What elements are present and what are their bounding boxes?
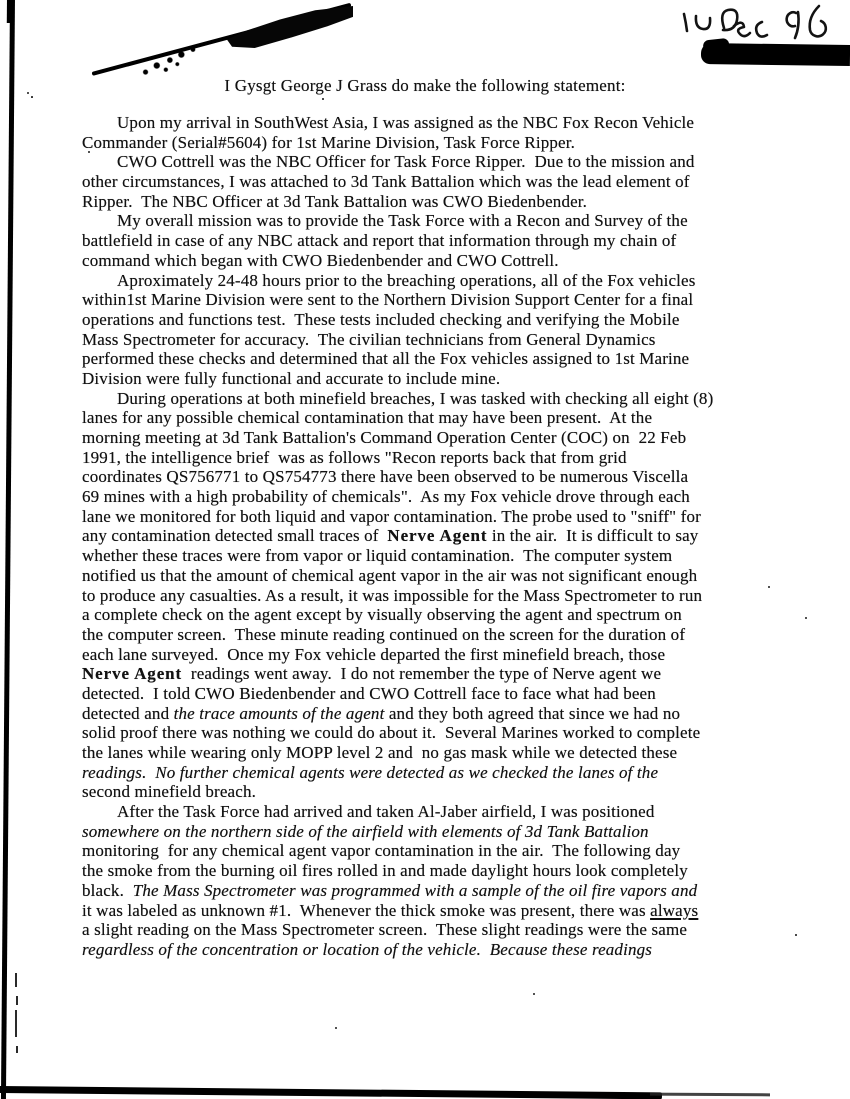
paragraph-arrival: [82, 113, 802, 152]
text-line: each lane surveyed. Once my Fox vehicle departed the first minefield breach, those: [82, 644, 666, 664]
text-line: Ripper. The NBC Officer at 3d Tank Battalion was CWO Biedenbender.: [82, 191, 588, 211]
handwriting-strokes: [672, 0, 837, 52]
speck: [31, 96, 33, 98]
scan-dash: [16, 996, 18, 1005]
text-line: somewhere on the northern side of the airfield with elements of 3d Tank Battalion: [82, 821, 649, 841]
text-line: solid proof there was nothing we could do about it. Several Marines worked to complete: [82, 723, 701, 743]
text-line: regardless of the concentration or location of the vehicle. Because these readings: [82, 939, 653, 959]
speck: [335, 1027, 337, 1029]
text-line: it was labeled as unknown #1. Whenever the thick smoke was present, there was always: [82, 900, 699, 920]
text-line: During operations at both minefield breaches, I was tasked with checking all eight (8): [117, 388, 714, 408]
paragraph-nbc-officer: [82, 152, 802, 211]
text-line: After the Task Force had arrived and taken Al-Jaber airfield, I was positioned: [117, 802, 655, 822]
ink-smudge-blob: [227, 6, 353, 48]
text-line: detected and the trace amounts of the agent and they both agreed that since we had no: [82, 703, 681, 723]
text-line: notified us that the amount of chemical agent vapor in the air was not significant enough: [82, 565, 698, 585]
statement-heading: I Gysgt George J Grass do make the following statement:: [224, 76, 626, 95]
scan-edge-bottom: [0, 1086, 662, 1099]
text-line: a slight reading on the Mass Spectrometer screen. These slight readings were the same: [82, 920, 688, 940]
text-line: to produce any casualties. As a result, it was impossible for the Mass Spectrometer to run: [82, 585, 703, 605]
text-line: coordinates QS756771 to QS754773 there have been observed to be numerous Viscella: [82, 467, 689, 487]
text-line: a complete check on the agent except by visually observing the agent and spectrum on: [82, 605, 682, 625]
text-line: Aproximately 24-48 hours prior to the breaching operations, all of the Fox vehicles: [117, 270, 696, 290]
text-line: lanes for any possible chemical contamination that may have been present. At the: [82, 408, 653, 428]
speck: [805, 617, 807, 619]
text-line: morning meeting at 3d Tank Battalion's Command Operation Center (COC) on 22 Feb: [82, 428, 687, 447]
scan-dash: [15, 1010, 17, 1037]
text-line: within1st Marine Division were sent to the Northern Division Support Center for a final: [82, 290, 694, 310]
text-line: performed these checks and determined that all the Fox vehicles assigned to 1st Marine: [82, 349, 690, 369]
text-line: 69 mines with a high probability of chemicals". As my Fox vehicle drove through each: [82, 487, 690, 507]
scan-edge-bottom-tail: [650, 1093, 770, 1096]
text-line: whether these traces were from vapor or liquid contamination. The computer system: [82, 546, 673, 566]
scan-dash: [16, 1046, 18, 1053]
text-line: Nerve Agent readings went away. I do not remember the type of Nerve agent we: [82, 664, 662, 684]
statement-body: [82, 113, 802, 960]
text-line: Upon my arrival in SouthWest Asia, I was assigned as the NBC Fox Recon Vehicle: [117, 113, 695, 132]
text-line: any contamination detected small traces of Nerve Agent in the air. It is difficult to say: [82, 526, 699, 546]
text-line: 1991, the intelligence brief was as follows "Recon reports back that from grid: [82, 447, 627, 467]
text-line: monitoring for any chemical agent vapor contamination in the air. The following day: [82, 841, 681, 861]
scan-edge-left: [1, 0, 15, 1099]
paragraph-al-jaber: [82, 802, 802, 960]
paragraph-minefield-breaches: [82, 389, 802, 802]
text-line: lane we monitored for both liquid and vapor contamination. The probe used to "sniff" for: [82, 506, 701, 526]
text-line: detected. I told CWO Biedenbender and CWO Cottrell face to face what had been: [82, 683, 656, 703]
handwritten-date: [672, 0, 837, 52]
text-line: the smoke from the burning oil fires rolled in and made daylight hours look completely: [82, 861, 688, 881]
text-line: readings. No further chemical agents were detected as we checked the lanes of the: [82, 762, 659, 782]
scan-dash: [15, 973, 17, 987]
paragraph-mission: [82, 211, 802, 270]
text-line: battlefield in case of any NBC attack and report that information through my chain of: [82, 231, 677, 251]
text-line: the lanes while wearing only MOPP level 2 and no gas mask while we detected these: [82, 743, 678, 762]
speck: [322, 98, 324, 100]
text-line: Division were fully functional and accurate to include mine.: [82, 368, 501, 388]
text-line: other circumstances, I was attached to 3d Tank Battalion which was the lead element of: [82, 172, 690, 192]
text-line: Mass Spectrometer for accuracy. The civilian technicians from General Dynamics: [82, 329, 656, 349]
text-line: command which began with CWO Biedenbender and CWO Cottrell.: [82, 250, 559, 270]
text-line: black. The Mass Spectrometer was programmed with a sample of the oil fire vapors and: [82, 880, 698, 900]
text-line: My overall mission was to provide the Task Force with a Recon and Survey of the: [117, 211, 688, 231]
paragraph-functions-test: [82, 271, 802, 389]
text-line: Commander (Serial#5604) for 1st Marine Division, Task Force Ripper.: [82, 132, 575, 152]
text-line: second minefield breach.: [82, 782, 256, 802]
speck: [533, 993, 535, 995]
text-line: CWO Cottrell was the NBC Officer for Task Force Ripper. Due to the mission and: [117, 152, 695, 172]
text-line: the computer screen. These minute reading continued on the screen for the duration of: [82, 624, 686, 644]
text-line: operations and functions test. These tests included checking and verifying the Mobile: [82, 309, 680, 329]
